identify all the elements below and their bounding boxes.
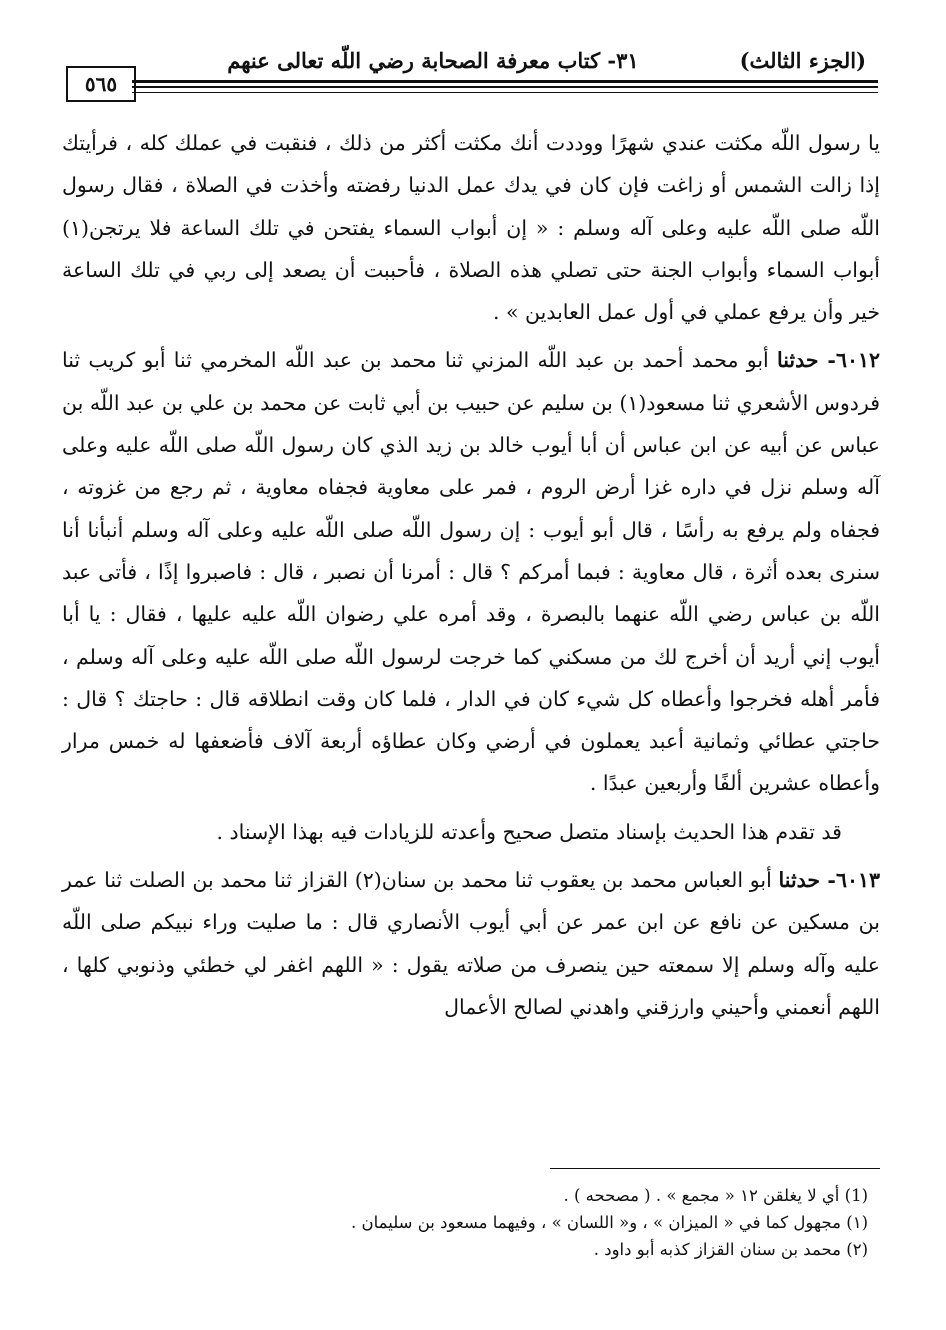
footnote: (٢) محمد بن سنان القزاز كذبه أبو داود . <box>593 1240 868 1259</box>
footnote: (١) مجهول كما في « الميزان » ، و« اللسان » ، وفيهما مسعود بن سليمان . <box>351 1213 868 1232</box>
header-rule <box>132 92 878 93</box>
header-rule <box>132 86 878 88</box>
footnotes <box>80 1182 868 1263</box>
main-text <box>62 122 880 1028</box>
hadith-text: أبو العباس محمد بن يعقوب ثنا محمد بن سنان(٢) القزاز ثنا محمد بن الصلت ثنا عمر بن مسكين عن نافع عن ابن عمر عن أبي أيوب الأنصاري قال : ما صليت وراء نبيكم صلى اللّه عليه وآله وسلم إلا سمعته حين ينصرف من صلاته يقول : « اللهم اغفر لي خطئي وذنوبي كلها ، اللهم أنعمني وأحيني وارزقني واهدني لصالح الأعمال <box>62 868 880 1019</box>
header-rule <box>132 80 878 83</box>
footnote-separator <box>550 1168 880 1169</box>
hadith-number: ٦٠١٣- حدثنا <box>778 868 880 893</box>
author-note: قد تقدم هذا الحديث بإسناد متصل صحيح وأعدته للزيادات فيه بهذا الإسناد . <box>216 819 842 844</box>
hadith-text: أبو محمد أحمد بن عبد اللّه المزني ثنا محمد بن عبد اللّه المخرمي ثنا أبو كريب ثنا فردوس الأشعري ثنا مسعود(١) بن سليم عن حبيب بن أبي ثابت عن محمد بن علي بن عبد اللّه بن عباس عن أبيه عن ابن عباس أن أبا أيوب خالد بن زيد الذي كان رسول اللّه صلى اللّه عليه وعلى آله وسلم نزل في داره غزا أرض الروم ، فمر على معاوية فجفاه معاوية ، ثم رجع من غزوته ، فجفاه ولم يرفع به رأسًا ، قال أبو أيوب : إن رسول اللّه صلى اللّه عليه وعلى آله وسلم أنبأنا أنا سنرى بعده أثرة ، قال معاوية : فبما أمركم ؟ قال : أمرنا أن نصبر ، قال : فاصبروا إذًا ، فأتى عبد اللّه بن عباس رضي اللّه عنهما بالبصرة ، وقد أمره علي رضوان اللّه عليه عليها ، فقال : يا أبا أيوب إني أريد أن أخرج لك من مسكني كما خرجت لرسول اللّه صلى اللّه عليه وعلى آله وسلم ، فأمر أهله فخرجوا وأعطاه كل شيء كان في الدار ، فلما كان وقت انطلاقه قال : حاجتك ؟ قال : حاجتي عطائي وثمانية أعبد يعملون في أرضي وكان عطاؤه أربعة آلاف فأضعفها له خمس مرار وأعطاه عشرين ألفًا وأربعين عبدًا . <box>62 348 880 796</box>
hadith-6013 <box>62 859 880 1028</box>
paragraph-continuation: يا رسول اللّه مكثت عندي شهرًا ووددت أنك مكثت أكثر من ذلك ، فنقبت في عملك كله ، فرأيتك إذا زالت الشمس أو زاغت فإن كان في يدك عمل الدنيا رفضته وأخذت في الصلاة ، فقال رسول اللّه صلى اللّه عليه وعلى آله وسلم : « إن أبواب السماء يفتحن في تلك الساعة فلا يرتجن(١) أبواب السماء وأبواب الجنة حتى تصلي هذه الصلاة ، فأحببت أن يصعد إلى ربي في تلك الساعة خير وأن يرفع عملي في أول عمل العابدين » . <box>62 131 880 325</box>
running-header-part: (الجزء الثالث) <box>739 48 866 73</box>
footnote: (1) أي لا يغلقن ١٢ « مجمع » . ( مصححه ) . <box>563 1186 868 1205</box>
hadith-number: ٦٠١٢- حدثنا <box>776 348 880 373</box>
page-number: ٥٦٥ <box>66 66 136 102</box>
hadith-6012 <box>62 339 880 804</box>
running-header-book-title: ٣١- كتاب معرفة الصحابة رضي اللّه تعالى عنهم <box>227 48 639 73</box>
